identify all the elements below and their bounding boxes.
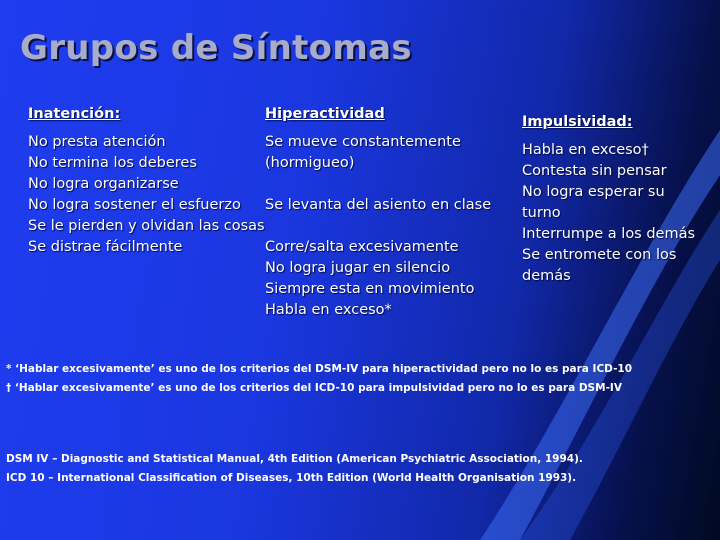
list-item: Contesta sin pensar <box>522 163 667 179</box>
column-heading: Inatención: <box>28 106 121 122</box>
list-item: No logra esperar su turno <box>522 184 665 221</box>
list-item: Habla en exceso† <box>522 142 649 158</box>
list-item: No logra jugar en silencio <box>265 260 451 276</box>
list-spacer <box>265 216 491 237</box>
list-item: No presta atención <box>28 134 166 150</box>
list-item: Se levanta del asiento en clase <box>265 197 492 213</box>
column-heading: Impulsividad: <box>522 114 633 130</box>
list-item: Se le pierden y olvidan las cosas <box>28 218 265 234</box>
list-spacer <box>265 174 491 195</box>
list-item: Siempre esta en movimiento <box>265 281 475 297</box>
references <box>6 450 583 488</box>
column-hyperactivity <box>265 104 491 321</box>
footnote: * ‘Hablar excesivamente’ es uno de los criterios del DSM-IV para hiperactividad pero no lo es para ICD-10 <box>6 363 633 375</box>
column-impulsivity <box>522 112 707 287</box>
slide-title: Grupos de Síntomas <box>20 28 412 68</box>
footnote: † ‘Hablar excesivamente’ es uno de los criterios del ICD-10 para impulsividad pero no lo es para DSM-IV <box>6 382 622 394</box>
column-heading: Hiperactividad <box>265 106 385 122</box>
column-inattention <box>28 104 265 258</box>
footnotes <box>6 360 632 398</box>
list-item: Se distrae fácilmente <box>28 239 183 255</box>
list-item: Corre/salta excesivamente <box>265 239 459 255</box>
list-item: Se entromete con los demás <box>522 247 677 284</box>
list-item: (hormigueo) <box>265 155 355 171</box>
list-item: Se mueve constantemente <box>265 134 461 150</box>
reference: DSM IV – Diagnostic and Statistical Manual, 4th Edition (American Psychiatric Association, 1994). <box>6 453 583 465</box>
list-item: Habla en exceso* <box>265 302 392 318</box>
list-item: No logra sostener el esfuerzo <box>28 197 241 213</box>
list-item: No termina los deberes <box>28 155 197 171</box>
reference: ICD 10 – International Classification of Diseases, 10th Edition (World Health Organisation 1993). <box>6 472 577 484</box>
list-item: Interrumpe a los demás <box>522 226 696 242</box>
list-item: No logra organizarse <box>28 176 179 192</box>
